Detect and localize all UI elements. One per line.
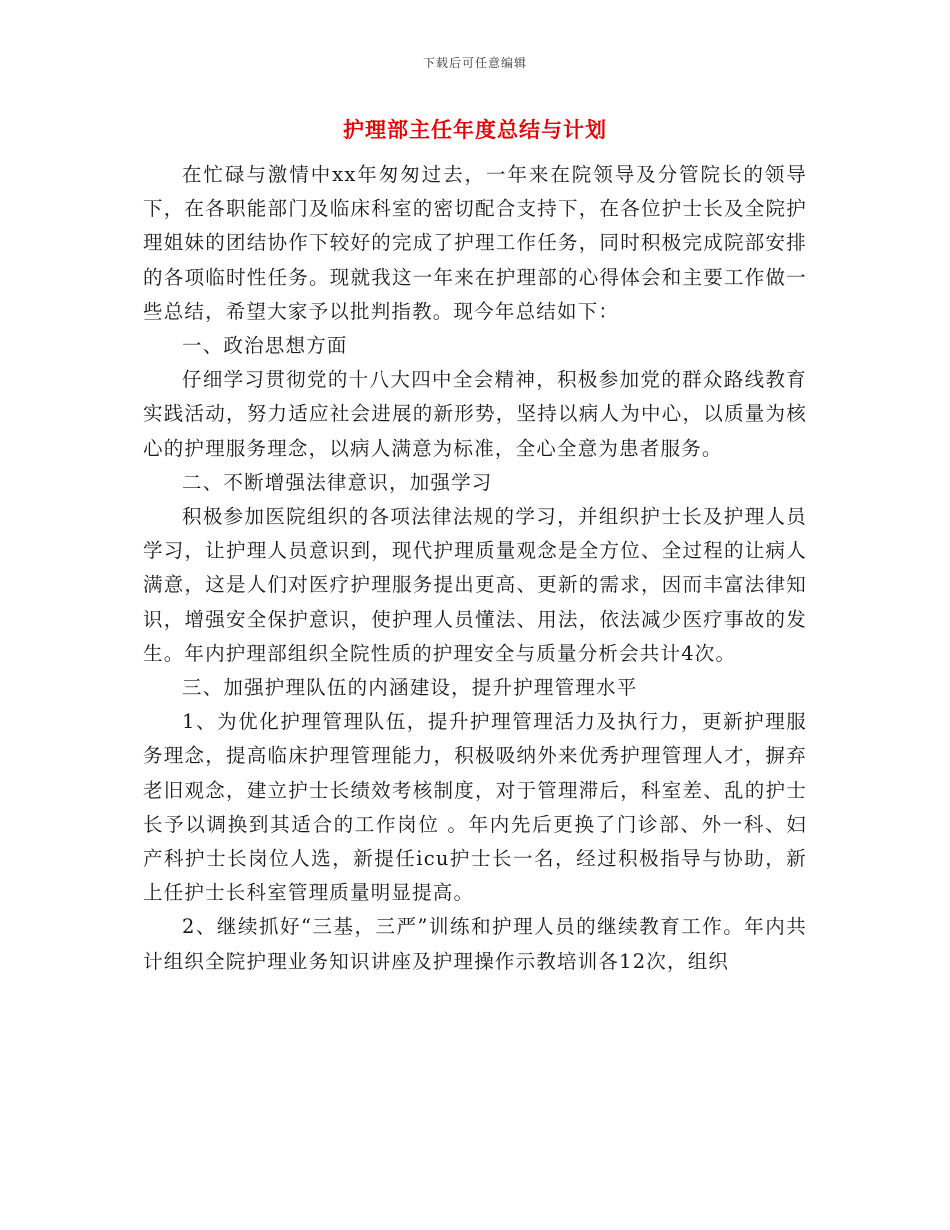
header-note: 下载后可任意编辑 [422, 56, 527, 70]
section-heading-legal: 二、不断增强法律意识，加强学习 [182, 470, 493, 494]
paragraph-team-2: 2、继续抓好“三基，三严”训练和护理人员的继续教育工作。年内共计组织全院护理业务知识讲座及护理操作示教培训各12次，组织 [143, 915, 807, 973]
section-heading-political: 一、政治思想方面 [182, 334, 348, 358]
paragraph-political: 仔细学习贯彻党的十八大四中全会精神，积极参加党的群众路线教育实践活动，努力适应社会进展的新形势，坚持以病人为中心，以质量为核心的护理服务理念，以病人满意为标准，全心全意为患者服务。 [143, 368, 807, 460]
paragraph-intro: 在忙碌与激情中xx年匆匆过去，一年来在院领导及分管院长的领导下，在各职能部门及临床科室的密切配合支持下，在各位护士长及全院护理姐妹的团结协作下较好的完成了护理工作任务，同时积极完成院部安排的各项临时性任务。现就我这一年来在护理部的心得体会和主要工作做一些总结，希望大家予以批判指教。现今年总结如下： [143, 163, 807, 323]
document-body [143, 158, 807, 979]
paragraph-team-1: 1、为优化护理管理队伍，提升护理管理活力及执行力，更新护理服务理念，提高临床护理管理能力，积极吸纳外来优秀护理管理人才，摒弃老旧观念，建立护士长绩效考核制度，对于管理滞后，科室差、乱的护士长予以调换到其适合的工作岗位 。年内先后更换了门诊部、外一科、妇产科护士长岗位人选，新提任icu护士长一名，经过积极指导与协助，新上任护士长科室管理质量明显提高。 [143, 710, 807, 905]
paragraph-legal: 积极参加医院组织的各项法律法规的学习，并组织护士长及护理人员学习，让护理人员意识到，现代护理质量观念是全方位、全过程的让病人满意，这是人们对医疗护理服务提出更高、更新的需求，因而丰富法律知识，增强安全保护意识，使护理人员懂法、用法，依法减少医疗事故的发生。年内护理部组织全院性质的护理安全与质量分析会共计4次。 [143, 505, 807, 665]
document-title: 护理部主任年度总结与计划 [343, 117, 607, 142]
section-heading-team: 三、加强护理队伍的内涵建设，提升护理管理水平 [182, 676, 638, 700]
